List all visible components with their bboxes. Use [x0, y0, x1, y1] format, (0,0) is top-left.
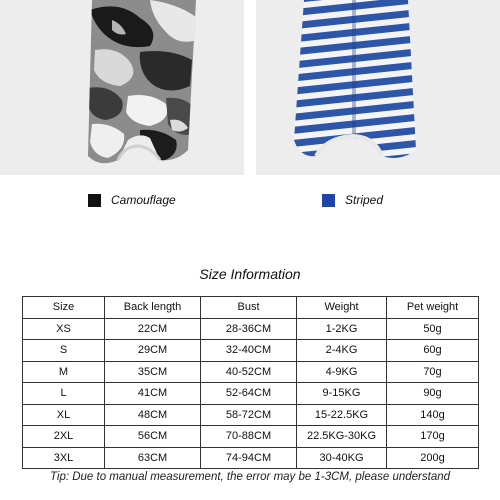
column-header: Pet weight: [387, 297, 479, 319]
table-row: [23, 383, 479, 405]
camouflage-label: Camouflage: [111, 193, 176, 207]
table-header-row: [23, 297, 479, 319]
table-cell: 140g: [387, 404, 479, 426]
table-cell: M: [23, 361, 105, 383]
table-cell: XS: [23, 318, 105, 340]
table-cell: 70g: [387, 361, 479, 383]
table-cell: 22.5KG-30KG: [297, 426, 387, 448]
table-row: [23, 340, 479, 362]
column-header: Weight: [297, 297, 387, 319]
column-header: Size: [23, 297, 105, 319]
table-cell: 58-72CM: [201, 404, 297, 426]
camouflage-garment-photo: [0, 0, 244, 175]
table-cell: 29CM: [105, 340, 201, 362]
table-cell: 30-40KG: [297, 447, 387, 469]
table-cell: 9-15KG: [297, 383, 387, 405]
table-cell: 70-88CM: [201, 426, 297, 448]
table-cell: 40-52CM: [201, 361, 297, 383]
table-cell: 15-22.5KG: [297, 404, 387, 426]
camouflage-color-swatch: [88, 194, 101, 207]
table-cell: S: [23, 340, 105, 362]
striped-option: [322, 192, 383, 208]
column-header: Back length: [105, 297, 201, 319]
table-row: [23, 447, 479, 469]
table-cell: 52-64CM: [201, 383, 297, 405]
table-cell: 3XL: [23, 447, 105, 469]
striped-garment-photo: [256, 0, 500, 175]
striped-label: Striped: [345, 193, 384, 207]
table-cell: 4-9KG: [297, 361, 387, 383]
table-cell: 41CM: [105, 383, 201, 405]
table-cell: 50g: [387, 318, 479, 340]
table-cell: 60g: [387, 340, 479, 362]
table-row: [23, 318, 479, 340]
table-cell: 2XL: [23, 426, 105, 448]
table-cell: 56CM: [105, 426, 201, 448]
camouflage-option: [88, 192, 176, 208]
table-cell: 32-40CM: [201, 340, 297, 362]
table-cell: 63CM: [105, 447, 201, 469]
table-cell: 22CM: [105, 318, 201, 340]
measurement-tip: Tip: Due to manual measurement, the error may be 1-3CM, please understand: [49, 471, 451, 483]
table-row: [23, 426, 479, 448]
column-header: Bust: [201, 297, 297, 319]
table-row: [23, 404, 479, 426]
table-cell: 28-36CM: [201, 318, 297, 340]
table-cell: 170g: [387, 426, 479, 448]
striped-color-swatch: [322, 194, 335, 207]
table-cell: 48CM: [105, 404, 201, 426]
table-cell: 1-2KG: [297, 318, 387, 340]
table-cell: 74-94CM: [201, 447, 297, 469]
table-cell: 90g: [387, 383, 479, 405]
size-information-title: Size Information: [199, 266, 301, 282]
table-cell: 35CM: [105, 361, 201, 383]
table-cell: 2-4KG: [297, 340, 387, 362]
table-cell: XL: [23, 404, 105, 426]
table-cell: 200g: [387, 447, 479, 469]
table-row: [23, 361, 479, 383]
table-cell: L: [23, 383, 105, 405]
size-chart-table: [22, 296, 479, 469]
